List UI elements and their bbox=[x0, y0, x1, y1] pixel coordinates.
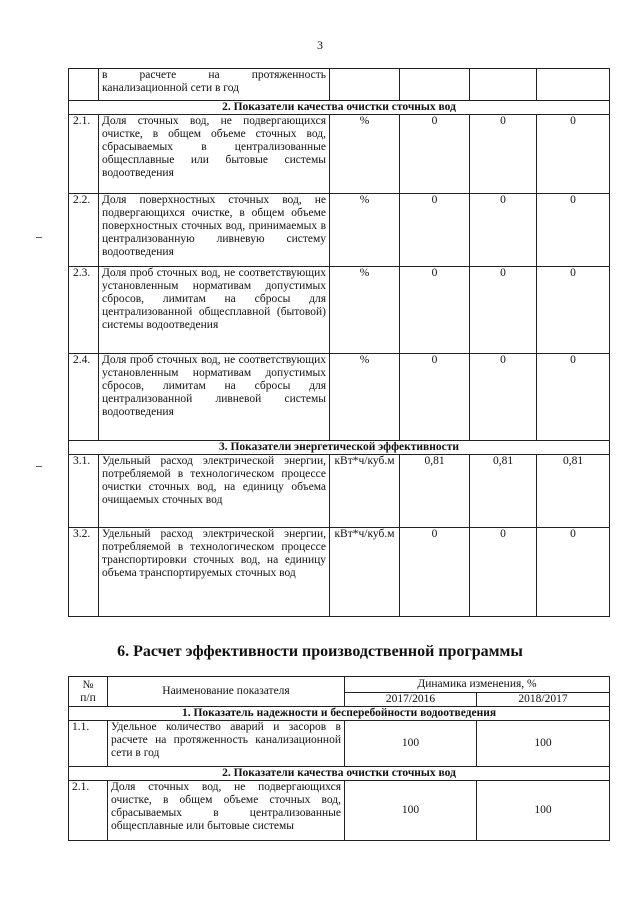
row-text: Удельный расход электрической энергии, потребляемой в технологическом процессе очистки сточных вод, на единицу объема очищаемых сточных вод bbox=[99, 455, 330, 528]
row-value-1: 0,81 bbox=[400, 455, 470, 528]
row-value-1: 0 bbox=[400, 115, 470, 194]
row-value-2: 100 bbox=[477, 781, 610, 841]
row-value-1: 0 bbox=[400, 528, 470, 617]
row-unit: кВт*ч/куб.м bbox=[330, 455, 400, 528]
row-value-2: 0 bbox=[470, 115, 537, 194]
header-number-line-1: № bbox=[82, 678, 94, 691]
row-unit: % bbox=[330, 267, 400, 354]
row-text: Удельное количество аварий и засоров в расчете на протяженность канализационной сети в год bbox=[108, 721, 345, 767]
row-number: 3.1. bbox=[69, 455, 99, 528]
row-value-1: 0 bbox=[400, 354, 470, 441]
row-text: Доля поверхностных сточных вод, не подвергающихся очистке, в общем объеме поверхностных сточных вод, принимаемых в централизованную ливневую систему водоотведения bbox=[99, 194, 330, 267]
section-header-row bbox=[69, 441, 610, 455]
row-text: Доля проб сточных вод, не соответствующих установленным нормативам допустимых сбросов, лимитам на сбросы для централизованной общесплавной (бытовой) системы водоотведения bbox=[99, 267, 330, 354]
row-value-3: 0,81 bbox=[537, 455, 610, 528]
row-number: 3.2. bbox=[69, 528, 99, 617]
table-row bbox=[69, 194, 610, 267]
row-value-1: 0 bbox=[400, 194, 470, 267]
row-value-2: 0 bbox=[470, 194, 537, 267]
row-value-1: 100 bbox=[345, 721, 477, 767]
indicators-table bbox=[68, 68, 610, 617]
header-col-1: 2017/2016 bbox=[345, 693, 477, 707]
row-number: 2.1. bbox=[69, 115, 99, 194]
row-value-2: 0 bbox=[470, 267, 537, 354]
table-row bbox=[69, 781, 610, 841]
row-value-3: 0 bbox=[537, 115, 610, 194]
row-text: Доля сточных вод, не подвергающихся очистке, в общем объеме сточных вод, сбрасываемых в централизованные общесплавные или бытовые системы bbox=[108, 781, 345, 841]
table-row bbox=[69, 528, 610, 617]
row-text: Доля проб сточных вод, не соответствующих установленным нормативам допустимых сбросов, лимитам на сбросы для централизованной ливневой системы водоотведения bbox=[99, 354, 330, 441]
row-unit: % bbox=[330, 194, 400, 267]
row-number: 2.3. bbox=[69, 267, 99, 354]
row-value-3 bbox=[537, 69, 610, 101]
header-name: Наименование показателя bbox=[108, 677, 345, 707]
table-header-row bbox=[69, 677, 610, 693]
row-number: 2.2. bbox=[69, 194, 99, 267]
row-value-1 bbox=[400, 69, 470, 101]
section-title: 1. Показатель надежности и бесперебойности водоотведения bbox=[69, 707, 610, 721]
row-value-3: 0 bbox=[537, 354, 610, 441]
section-header-row bbox=[69, 101, 610, 115]
row-text: Доля сточных вод, не подвергающихся очистке, в общем объеме сточных вод, сбрасываемых в централизованные общесплавные или бытовые системы водоотведения bbox=[99, 115, 330, 194]
table-row bbox=[69, 455, 610, 528]
row-value-2: 100 bbox=[477, 721, 610, 767]
scan-mark bbox=[36, 237, 42, 238]
table-row bbox=[69, 267, 610, 354]
row-number bbox=[69, 69, 99, 101]
row-unit: кВт*ч/куб.м bbox=[330, 528, 400, 617]
section-title: 2. Показатели качества очистки сточных вод bbox=[69, 101, 610, 115]
row-value-1: 0 bbox=[400, 267, 470, 354]
section-title: 2. Показатели качества очистки сточных вод bbox=[69, 767, 610, 781]
row-value-2: 0,81 bbox=[470, 455, 537, 528]
header-number-line-2: п/п bbox=[80, 691, 96, 704]
row-value-3: 0 bbox=[537, 267, 610, 354]
row-unit bbox=[330, 69, 400, 101]
header-col-2: 2018/2017 bbox=[477, 693, 610, 707]
section-heading: 6. Расчет эффективности производственной программы bbox=[117, 643, 523, 660]
page-number: 3 bbox=[317, 38, 323, 52]
header-dynamics: Динамика изменения, % bbox=[345, 677, 610, 693]
table-row bbox=[69, 354, 610, 441]
row-value-2: 0 bbox=[470, 528, 537, 617]
table-row bbox=[69, 69, 610, 101]
section-title: 3. Показатели энергетической эффективности bbox=[69, 441, 610, 455]
row-value-2 bbox=[470, 69, 537, 101]
row-number: 2.4. bbox=[69, 354, 99, 441]
table-row bbox=[69, 721, 610, 767]
row-value-3: 0 bbox=[537, 194, 610, 267]
table-row bbox=[69, 115, 610, 194]
efficiency-table bbox=[68, 676, 610, 841]
row-value-3: 0 bbox=[537, 528, 610, 617]
row-text: в расчете на протяженность канализационной сети в год bbox=[99, 69, 330, 101]
scan-mark bbox=[36, 466, 42, 467]
row-value-1: 100 bbox=[345, 781, 477, 841]
header-number bbox=[69, 677, 108, 707]
row-text: Удельный расход электрической энергии, потребляемой в технологическом процессе транспортировки сточных вод, на единицу объема транспортируемых сточных вод bbox=[99, 528, 330, 617]
row-value-2: 0 bbox=[470, 354, 537, 441]
section-header-row bbox=[69, 707, 610, 721]
row-unit: % bbox=[330, 115, 400, 194]
row-number: 1.1. bbox=[69, 721, 108, 767]
row-unit: % bbox=[330, 354, 400, 441]
section-header-row bbox=[69, 767, 610, 781]
row-number: 2.1. bbox=[69, 781, 108, 841]
